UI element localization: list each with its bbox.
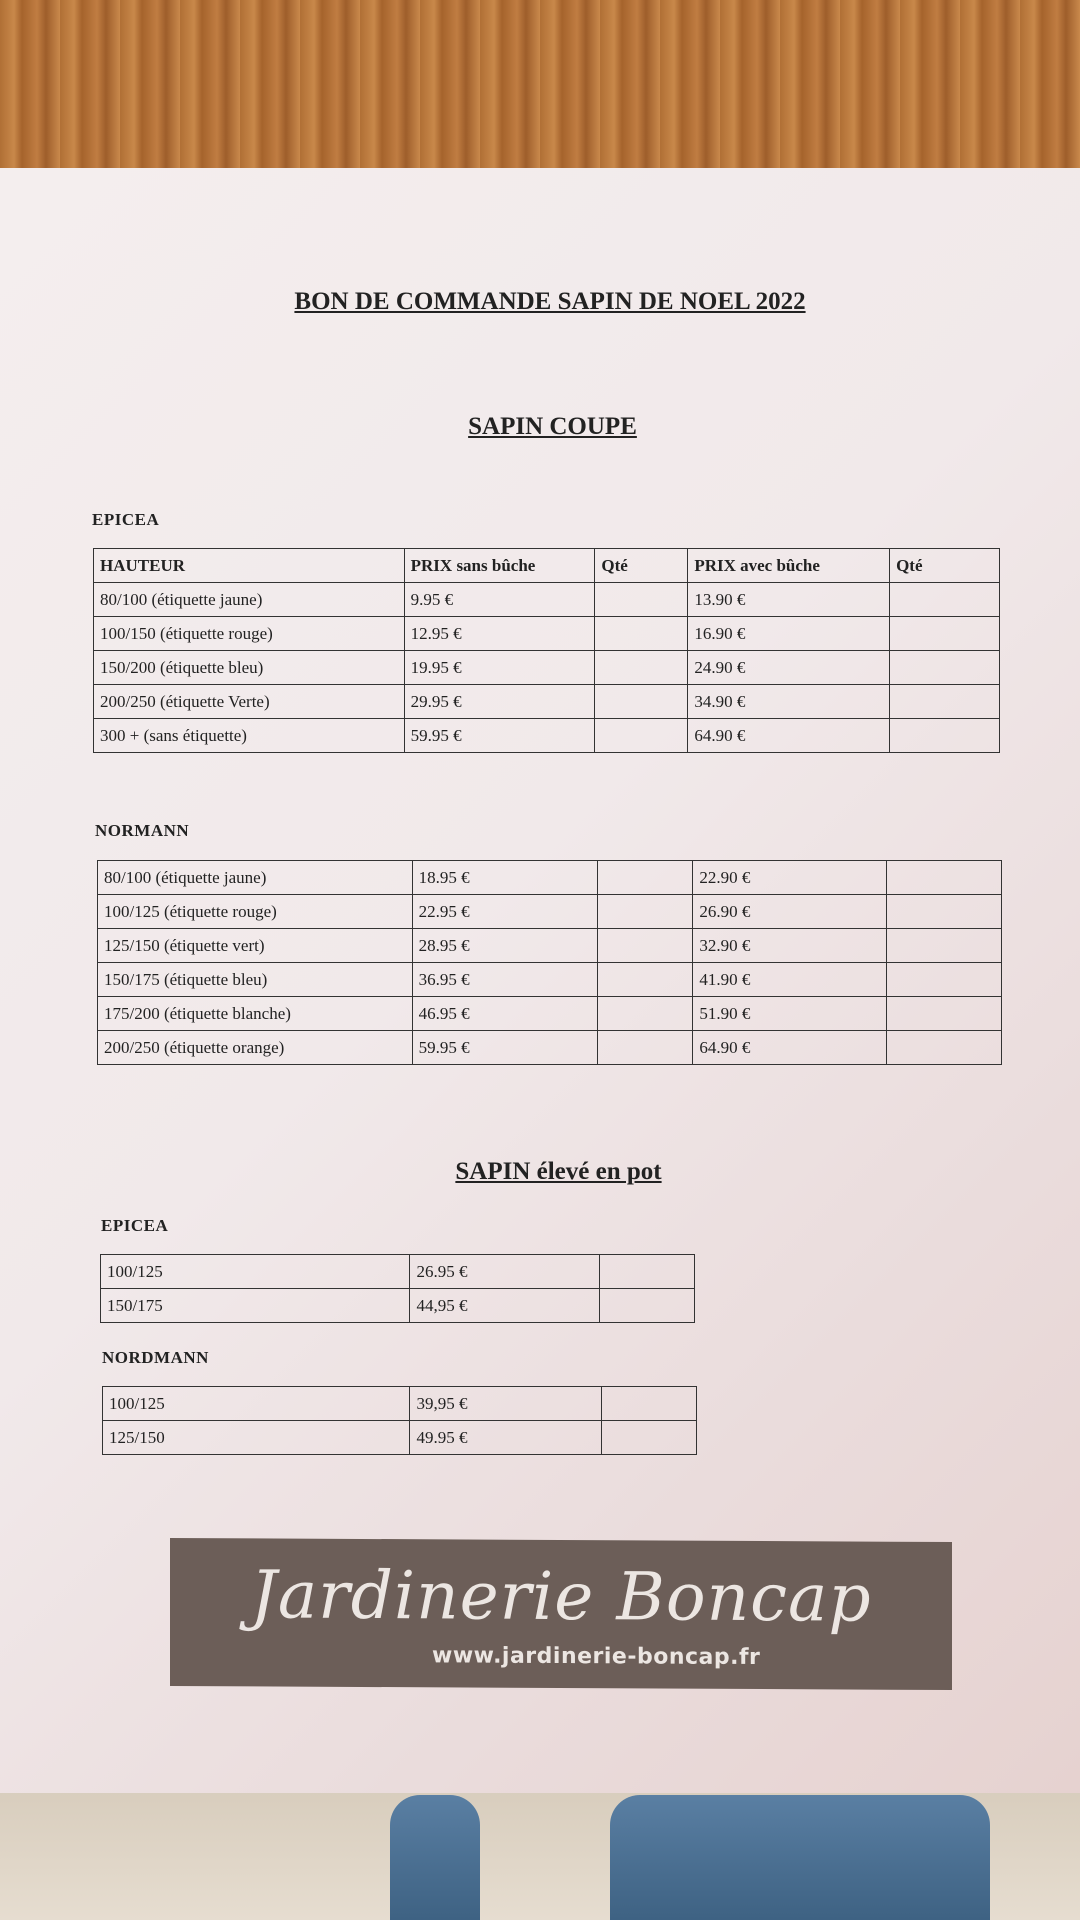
table-row — [103, 1421, 697, 1455]
wooden-table-background — [0, 0, 1080, 175]
quantity-cell[interactable] — [890, 719, 1000, 753]
price-with-log-cell: 22.90 € — [693, 861, 887, 895]
price-with-log-cell: 41.90 € — [693, 963, 887, 997]
quantity-cell[interactable] — [890, 685, 1000, 719]
table-row — [94, 685, 1000, 719]
quantity-cell[interactable] — [595, 719, 688, 753]
height-cell: 100/125 (étiquette rouge) — [98, 895, 413, 929]
document-title: BON DE COMMANDE SAPIN DE NOEL 2022 — [294, 288, 806, 315]
quantity-cell[interactable] — [887, 963, 1002, 997]
height-cell: 300 + (sans étiquette) — [94, 719, 405, 753]
table-row — [94, 617, 1000, 651]
table-row — [98, 1031, 1002, 1065]
price-with-log-cell: 64.90 € — [688, 719, 890, 753]
epicea-coupe-label: EPICEA — [92, 510, 160, 529]
table-header-row — [94, 549, 1000, 583]
quantity-cell[interactable] — [598, 929, 693, 963]
price-without-log-cell: 18.95 € — [412, 861, 598, 895]
height-cell: 200/250 (étiquette orange) — [98, 1031, 413, 1065]
height-cell: 80/100 (étiquette jaune) — [94, 583, 405, 617]
quantity-cell[interactable] — [595, 617, 688, 651]
height-cell: 150/175 — [101, 1289, 410, 1323]
quantity-cell[interactable] — [598, 1031, 693, 1065]
price-without-log-cell: 22.95 € — [412, 895, 598, 929]
quantity-cell[interactable] — [595, 685, 688, 719]
price-without-log-cell: 28.95 € — [412, 929, 598, 963]
height-cell: 100/125 — [101, 1255, 410, 1289]
quantity-cell[interactable] — [887, 997, 1002, 1031]
jardinerie-boncap-logo — [170, 1538, 952, 1690]
quantity-cell[interactable] — [598, 963, 693, 997]
price-without-log-cell: 19.95 € — [404, 651, 595, 685]
price-with-log-cell: 13.90 € — [688, 583, 890, 617]
price-with-log-cell: 64.90 € — [693, 1031, 887, 1065]
price-with-log-cell: 16.90 € — [688, 617, 890, 651]
quantity-cell[interactable] — [890, 583, 1000, 617]
height-cell: 125/150 — [103, 1421, 410, 1455]
jeans-right-leg — [610, 1795, 990, 1920]
quantity-cell[interactable] — [595, 651, 688, 685]
quantity-cell[interactable] — [887, 895, 1002, 929]
section-title-sapin-coupe: SAPIN COUPE — [468, 413, 637, 440]
price-without-log-cell: 29.95 € — [404, 685, 595, 719]
table-row — [94, 651, 1000, 685]
price-without-log-cell: 46.95 € — [412, 997, 598, 1031]
price-without-log-cell: 59.95 € — [412, 1031, 598, 1065]
price-with-log-cell: 34.90 € — [688, 685, 890, 719]
table-row — [98, 861, 1002, 895]
price-cell: 26.95 € — [410, 1255, 600, 1289]
quantity-cell[interactable] — [887, 861, 1002, 895]
height-cell: 100/125 — [103, 1387, 410, 1421]
price-without-log-cell: 59.95 € — [404, 719, 595, 753]
quantity-cell[interactable] — [598, 861, 693, 895]
section-title-sapin-pot: SAPIN élevé en pot — [455, 1158, 662, 1185]
table-row — [101, 1289, 695, 1323]
quantity-cell[interactable] — [598, 997, 693, 1031]
price-without-log-cell: 12.95 € — [404, 617, 595, 651]
table-row — [98, 997, 1002, 1031]
header-hauteur: HAUTEUR — [94, 549, 405, 583]
height-cell: 125/150 (étiquette vert) — [98, 929, 413, 963]
quantity-cell[interactable] — [887, 929, 1002, 963]
quantity-cell[interactable] — [602, 1387, 697, 1421]
quantity-cell[interactable] — [890, 617, 1000, 651]
table-row — [103, 1387, 697, 1421]
logo-brand-name: Jardinerie Boncap — [250, 1556, 872, 1637]
price-with-log-cell: 24.90 € — [688, 651, 890, 685]
table-row — [98, 929, 1002, 963]
table-row — [101, 1255, 695, 1289]
height-cell: 150/175 (étiquette bleu) — [98, 963, 413, 997]
nordmann-pot-table — [102, 1386, 697, 1455]
table-row — [98, 895, 1002, 929]
normann-coupe-table — [97, 860, 1002, 1065]
price-cell: 44,95 € — [410, 1289, 600, 1323]
height-cell: 200/250 (étiquette Verte) — [94, 685, 405, 719]
header-qte: Qté — [595, 549, 688, 583]
order-form-sheet — [0, 168, 1080, 1793]
epicea-pot-label: EPICEA — [101, 1216, 169, 1235]
height-cell: 100/150 (étiquette rouge) — [94, 617, 405, 651]
price-without-log-cell: 36.95 € — [412, 963, 598, 997]
price-with-log-cell: 32.90 € — [693, 929, 887, 963]
header-prix-avec-buche: PRIX avec bûche — [688, 549, 890, 583]
nordmann-pot-label: NORDMANN — [102, 1348, 209, 1367]
normann-coupe-label: NORMANN — [95, 821, 190, 840]
quantity-cell[interactable] — [600, 1289, 695, 1323]
epicea-pot-table — [100, 1254, 695, 1323]
height-cell: 175/200 (étiquette blanche) — [98, 997, 413, 1031]
jeans-left-leg — [390, 1795, 480, 1920]
price-cell: 39,95 € — [410, 1387, 602, 1421]
quantity-cell[interactable] — [890, 651, 1000, 685]
quantity-cell[interactable] — [595, 583, 688, 617]
table-row — [94, 719, 1000, 753]
price-cell: 49.95 € — [410, 1421, 602, 1455]
table-row — [98, 963, 1002, 997]
height-cell: 150/200 (étiquette bleu) — [94, 651, 405, 685]
height-cell: 80/100 (étiquette jaune) — [98, 861, 413, 895]
header-prix-sans-buche: PRIX sans bûche — [404, 549, 595, 583]
price-with-log-cell: 26.90 € — [693, 895, 887, 929]
epicea-coupe-table — [93, 548, 1000, 753]
quantity-cell[interactable] — [887, 1031, 1002, 1065]
quantity-cell[interactable] — [598, 895, 693, 929]
price-with-log-cell: 51.90 € — [693, 997, 887, 1031]
header-qte: Qté — [890, 549, 1000, 583]
table-row — [94, 583, 1000, 617]
quantity-cell[interactable] — [602, 1421, 697, 1455]
logo-website-url: www.jardinerie-boncap.fr — [432, 1643, 761, 1671]
quantity-cell[interactable] — [600, 1255, 695, 1289]
price-without-log-cell: 9.95 € — [404, 583, 595, 617]
